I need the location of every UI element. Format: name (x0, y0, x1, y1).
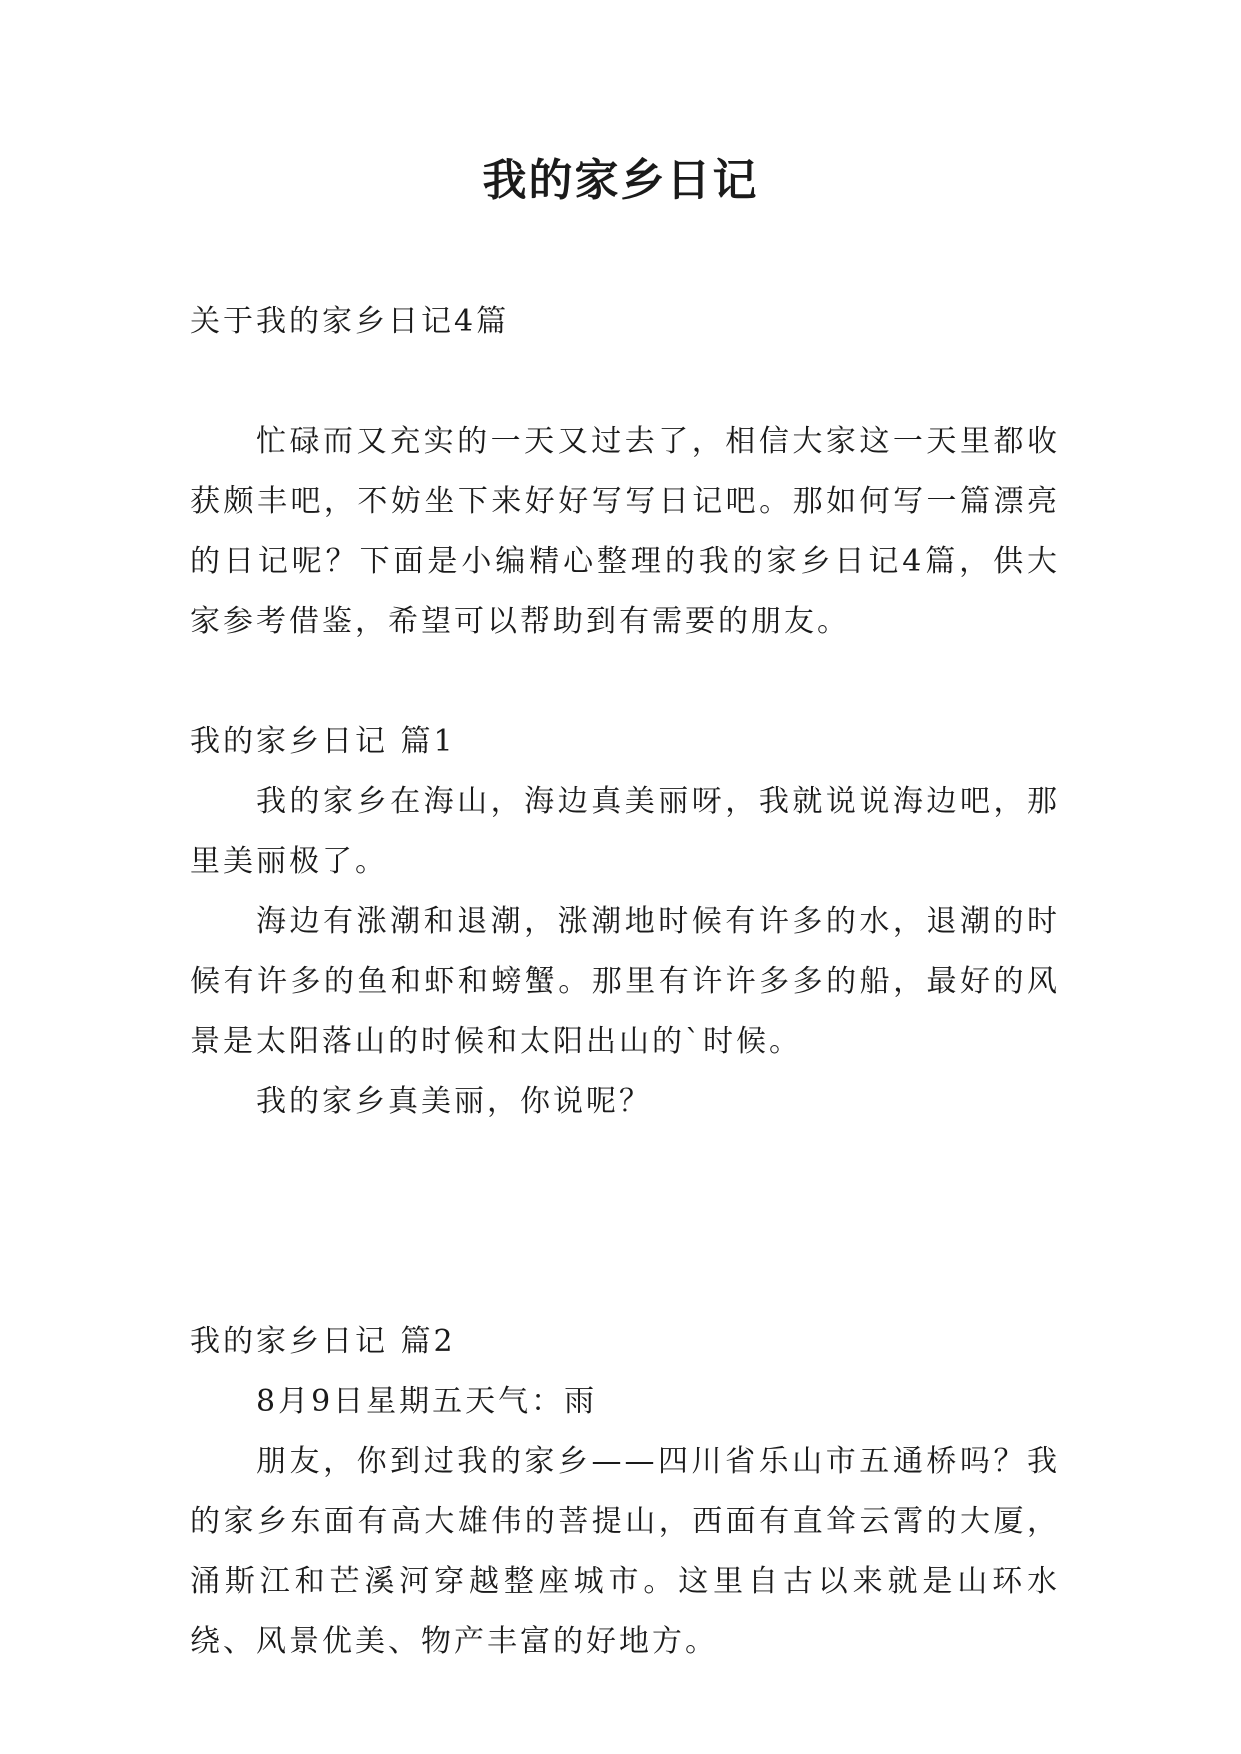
document-body (190, 292, 1060, 1672)
section-2-paragraph-1: 朋友，你到过我的家乡——四川省乐山市五通桥吗？我的家乡东面有高大雄伟的菩提山，西面有直耸云霄的大厦，涌斯江和芒溪河穿越整座城市。这里自古以来就是山环水绕、风景优美、物产丰富的好地方。 (190, 1444, 1060, 1659)
section-heading-1: 我的家乡日记 篇1 (190, 724, 456, 759)
section-2-date-line: 8月9日星期五天气：雨 (256, 1384, 598, 1419)
document-title: 我的家乡日记 (482, 155, 759, 206)
document-subtitle: 关于我的家乡日记4篇 (190, 304, 510, 339)
section-heading-2: 我的家乡日记 篇2 (190, 1324, 456, 1359)
section-1-paragraph-3: 我的家乡真美丽，你说呢？ (256, 1084, 652, 1119)
section-1-paragraph-2: 海边有涨潮和退潮，涨潮地时候有许多的水，退潮的时候有许多的鱼和虾和螃蟹。那里有许许多多的船，最好的风景是太阳落山的时候和太阳出山的`时候。 (190, 904, 1060, 1059)
intro-paragraph: 忙碌而又充实的一天又过去了，相信大家这一天里都收获颇丰吧，不妨坐下来好好写写日记吧。那如何写一篇漂亮的日记呢？下面是小编精心整理的我的家乡日记4篇，供大家参考借鉴，希望可以帮助到有需要的朋友。 (190, 424, 1060, 639)
section-1-paragraph-1: 我的家乡在海山，海边真美丽呀，我就说说海边吧，那里美丽极了。 (190, 784, 1060, 879)
